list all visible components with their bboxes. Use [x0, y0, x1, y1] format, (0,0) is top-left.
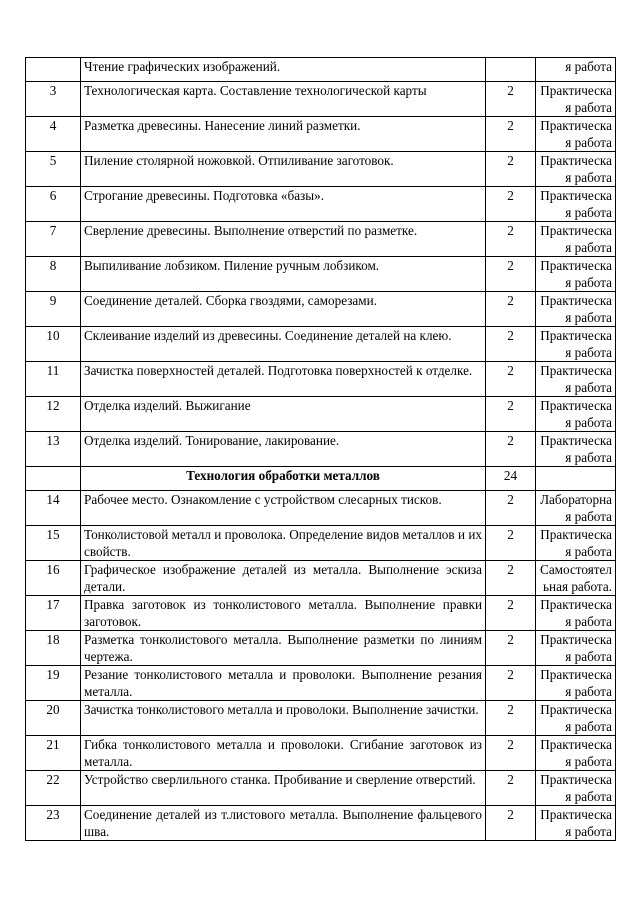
lesson-row: [26, 257, 616, 292]
work-type-cell: Практическа я работа: [536, 187, 616, 222]
lesson-row: [26, 292, 616, 327]
lesson-topic-cell: Гибка тонколистового металла и проволоки. Сгибание заготовок из металла.: [81, 736, 486, 771]
hours-cell: 2: [486, 292, 536, 327]
work-type-cell: Практическа я работа: [536, 152, 616, 187]
lesson-topic-cell: Отделка изделий. Выжигание: [81, 397, 486, 432]
hours-cell: 2: [486, 736, 536, 771]
lesson-row: [26, 806, 616, 841]
hours-cell: 2: [486, 187, 536, 222]
work-type-cell: Практическа я работа: [536, 432, 616, 467]
lesson-row: [26, 561, 616, 596]
work-type-cell: [536, 467, 616, 491]
work-type-cell: я работа: [536, 58, 616, 82]
lesson-topic-cell: Резание тонколистового металла и проволоки. Выполнение резания металла.: [81, 666, 486, 701]
lesson-number-cell: 20: [26, 701, 81, 736]
lesson-topic-cell: Рабочее место. Ознакомление с устройством слесарных тисков.: [81, 491, 486, 526]
work-type-cell: Практическа я работа: [536, 362, 616, 397]
lesson-row: [26, 526, 616, 561]
work-type-cell: Практическа я работа: [536, 771, 616, 806]
work-type-cell: Практическа я работа: [536, 736, 616, 771]
lesson-topic-cell: Технологическая карта. Составление технологической карты: [81, 82, 486, 117]
work-type-cell: Самостоятел ьная работа.: [536, 561, 616, 596]
lesson-number-cell: 9: [26, 292, 81, 327]
lesson-row: [26, 397, 616, 432]
work-type-cell: Практическа я работа: [536, 82, 616, 117]
lesson-number-cell: 5: [26, 152, 81, 187]
lesson-plan-body: [26, 58, 616, 841]
lesson-row: [26, 58, 616, 82]
lesson-number-cell: 13: [26, 432, 81, 467]
work-type-cell: Практическа я работа: [536, 117, 616, 152]
hours-cell: 2: [486, 222, 536, 257]
lesson-row: [26, 666, 616, 701]
section-header-row: [26, 467, 616, 491]
work-type-cell: Практическа я работа: [536, 222, 616, 257]
hours-cell: 2: [486, 327, 536, 362]
lesson-topic-cell: Выпиливание лобзиком. Пиление ручным лобзиком.: [81, 257, 486, 292]
hours-cell: 2: [486, 806, 536, 841]
lesson-topic-cell: Сверление древесины. Выполнение отверстий по разметке.: [81, 222, 486, 257]
hours-cell: 2: [486, 432, 536, 467]
work-type-cell: Практическа я работа: [536, 292, 616, 327]
lesson-number-cell: 14: [26, 491, 81, 526]
lesson-row: [26, 736, 616, 771]
lesson-topic-cell: Разметка тонколистового металла. Выполнение разметки по линиям чертежа.: [81, 631, 486, 666]
hours-cell: 2: [486, 257, 536, 292]
hours-cell: 24: [486, 467, 536, 491]
work-type-cell: Практическа я работа: [536, 397, 616, 432]
hours-cell: 2: [486, 82, 536, 117]
lesson-number-cell: [26, 467, 81, 491]
hours-cell: [486, 58, 536, 82]
work-type-cell: Практическа я работа: [536, 701, 616, 736]
lesson-number-cell: 21: [26, 736, 81, 771]
lesson-number-cell: 3: [26, 82, 81, 117]
lesson-number-cell: 23: [26, 806, 81, 841]
work-type-cell: Практическа я работа: [536, 666, 616, 701]
lesson-number-cell: 11: [26, 362, 81, 397]
lesson-topic-cell: Тонколистовой металл и проволока. Определение видов металлов и их свойств.: [81, 526, 486, 561]
work-type-cell: Практическа я работа: [536, 257, 616, 292]
lesson-topic-cell: Правка заготовок из тонколистового металла. Выполнение правки заготовок.: [81, 596, 486, 631]
lesson-number-cell: [26, 58, 81, 82]
hours-cell: 2: [486, 771, 536, 806]
lesson-row: [26, 771, 616, 806]
lesson-plan-table: [25, 57, 616, 841]
work-type-cell: Практическа я работа: [536, 596, 616, 631]
lesson-row: [26, 432, 616, 467]
lesson-row: [26, 82, 616, 117]
lesson-row: [26, 327, 616, 362]
lesson-topic-cell: Соединение деталей. Сборка гвоздями, саморезами.: [81, 292, 486, 327]
hours-cell: 2: [486, 596, 536, 631]
work-type-cell: Практическа я работа: [536, 327, 616, 362]
lesson-number-cell: 6: [26, 187, 81, 222]
lesson-topic-cell: Зачистка тонколистового металла и проволоки. Выполнение зачистки.: [81, 701, 486, 736]
work-type-cell: Практическа я работа: [536, 526, 616, 561]
hours-cell: 2: [486, 397, 536, 432]
lesson-number-cell: 12: [26, 397, 81, 432]
hours-cell: 2: [486, 701, 536, 736]
lesson-row: [26, 362, 616, 397]
hours-cell: 2: [486, 666, 536, 701]
lesson-number-cell: 8: [26, 257, 81, 292]
lesson-row: [26, 152, 616, 187]
hours-cell: 2: [486, 631, 536, 666]
work-type-cell: Практическа я работа: [536, 806, 616, 841]
hours-cell: 2: [486, 561, 536, 596]
lesson-topic-cell: Соединение деталей из т.листового металла. Выполнение фальцевого шва.: [81, 806, 486, 841]
lesson-number-cell: 16: [26, 561, 81, 596]
lesson-row: [26, 491, 616, 526]
section-title-cell: Технология обработки металлов: [81, 467, 486, 491]
lesson-row: [26, 117, 616, 152]
work-type-cell: Практическа я работа: [536, 631, 616, 666]
lesson-topic-cell: Устройство сверлильного станка. Пробивание и сверление отверстий.: [81, 771, 486, 806]
lesson-topic-cell: Склеивание изделий из древесины. Соединение деталей на клею.: [81, 327, 486, 362]
lesson-topic-cell: Разметка древесины. Нанесение линий разметки.: [81, 117, 486, 152]
lesson-row: [26, 701, 616, 736]
hours-cell: 2: [486, 117, 536, 152]
lesson-topic-cell: Чтение графических изображений.: [81, 58, 486, 82]
lesson-topic-cell: Пиление столярной ножовкой. Отпиливание заготовок.: [81, 152, 486, 187]
hours-cell: 2: [486, 362, 536, 397]
lesson-number-cell: 7: [26, 222, 81, 257]
lesson-number-cell: 10: [26, 327, 81, 362]
lesson-number-cell: 15: [26, 526, 81, 561]
lesson-topic-cell: Графическое изображение деталей из металла. Выполнение эскиза детали.: [81, 561, 486, 596]
lesson-number-cell: 22: [26, 771, 81, 806]
work-type-cell: Лабораторна я работа: [536, 491, 616, 526]
lesson-row: [26, 596, 616, 631]
hours-cell: 2: [486, 152, 536, 187]
lesson-number-cell: 18: [26, 631, 81, 666]
lesson-number-cell: 17: [26, 596, 81, 631]
lesson-row: [26, 631, 616, 666]
lesson-topic-cell: Зачистка поверхностей деталей. Подготовка поверхностей к отделке.: [81, 362, 486, 397]
lesson-number-cell: 4: [26, 117, 81, 152]
lesson-topic-cell: Отделка изделий. Тонирование, лакирование.: [81, 432, 486, 467]
lesson-row: [26, 222, 616, 257]
lesson-topic-cell: Строгание древесины. Подготовка «базы».: [81, 187, 486, 222]
hours-cell: 2: [486, 526, 536, 561]
lesson-row: [26, 187, 616, 222]
lesson-number-cell: 19: [26, 666, 81, 701]
hours-cell: 2: [486, 491, 536, 526]
